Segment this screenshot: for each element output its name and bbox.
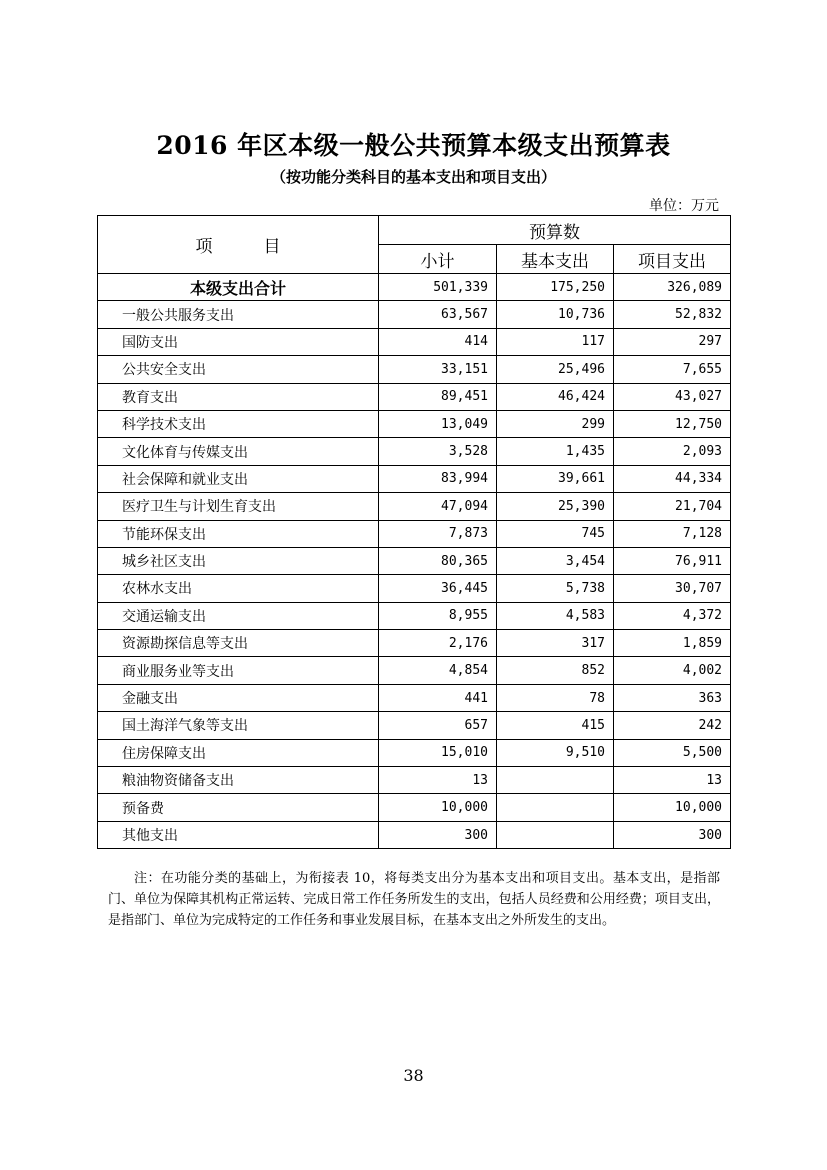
page-title: 2016 年区本级一般公共预算本级支出预算表	[156, 131, 671, 160]
row-name: 社会保障和就业支出	[98, 465, 379, 492]
row-basic: 415	[497, 712, 614, 739]
row-name: 医疗卫生与计划生育支出	[98, 493, 379, 520]
header-basic: 基本支出	[497, 245, 614, 274]
total-project: 326,089	[614, 274, 731, 301]
table-row	[98, 465, 731, 492]
row-name: 资源勘探信息等支出	[98, 630, 379, 657]
row-project: 363	[614, 684, 731, 711]
row-basic: 1,435	[497, 438, 614, 465]
row-basic: 78	[497, 684, 614, 711]
row-basic: 25,496	[497, 356, 614, 383]
budget-table	[97, 215, 731, 849]
row-basic: 117	[497, 328, 614, 355]
table-row	[98, 410, 731, 437]
row-subtotal: 441	[379, 684, 497, 711]
table-row	[98, 602, 731, 629]
row-name: 粮油物资储备支出	[98, 767, 379, 794]
table-row	[98, 684, 731, 711]
row-subtotal: 4,854	[379, 657, 497, 684]
page-number: 38	[403, 1066, 424, 1085]
row-project: 297	[614, 328, 731, 355]
row-basic: 3,454	[497, 547, 614, 574]
row-name: 城乡社区支出	[98, 547, 379, 574]
table-row	[98, 547, 731, 574]
row-basic: 25,390	[497, 493, 614, 520]
row-project: 1,859	[614, 630, 731, 657]
row-project: 52,832	[614, 301, 731, 328]
row-subtotal: 13	[379, 767, 497, 794]
total-subtotal: 501,339	[379, 274, 497, 301]
row-project: 242	[614, 712, 731, 739]
table-row	[98, 657, 731, 684]
row-subtotal: 3,528	[379, 438, 497, 465]
row-project: 4,372	[614, 602, 731, 629]
row-basic: 4,583	[497, 602, 614, 629]
row-project: 10,000	[614, 794, 731, 821]
row-subtotal: 47,094	[379, 493, 497, 520]
row-subtotal: 10,000	[379, 794, 497, 821]
table-row	[98, 794, 731, 821]
row-name: 公共安全支出	[98, 356, 379, 383]
row-name: 预备费	[98, 794, 379, 821]
row-name: 商业服务业等支出	[98, 657, 379, 684]
row-name: 文化体育与传媒支出	[98, 438, 379, 465]
row-basic: 317	[497, 630, 614, 657]
row-subtotal: 83,994	[379, 465, 497, 492]
table-row	[98, 301, 731, 328]
row-name: 住房保障支出	[98, 739, 379, 766]
table-row	[98, 520, 731, 547]
table-row	[98, 328, 731, 355]
row-basic: 299	[497, 410, 614, 437]
row-name: 其他支出	[98, 821, 379, 848]
row-subtotal: 2,176	[379, 630, 497, 657]
row-subtotal: 33,151	[379, 356, 497, 383]
row-basic: 852	[497, 657, 614, 684]
header-project: 项目支出	[614, 245, 731, 274]
table-row	[98, 767, 731, 794]
unit-label: 单位：万元	[649, 198, 719, 214]
row-subtotal: 8,955	[379, 602, 497, 629]
row-name: 交通运输支出	[98, 602, 379, 629]
page-subtitle: （按功能分类科目的基本支出和项目支出）	[270, 168, 556, 186]
row-project: 300	[614, 821, 731, 848]
row-subtotal: 15,010	[379, 739, 497, 766]
row-name: 金融支出	[98, 684, 379, 711]
table-row	[98, 383, 731, 410]
row-name: 教育支出	[98, 383, 379, 410]
footnote: 注：在功能分类的基础上，为衔接表 10，将每类支出分为基本支出和项目支出。基本支出，是指部门、单位为保障其机构正常运转、完成日常工作任务所发生的支出，包括人员经费和公用经费；项目支出，是指部门、单位为完成特定的工作任务和事业发展目标，在基本支出之外所发生的支出。	[108, 871, 720, 928]
row-project: 7,655	[614, 356, 731, 383]
row-project: 30,707	[614, 575, 731, 602]
row-project: 12,750	[614, 410, 731, 437]
row-project: 7,128	[614, 520, 731, 547]
row-basic: 39,661	[497, 465, 614, 492]
row-basic	[497, 794, 614, 821]
header-item: 项 目	[98, 216, 379, 274]
row-name: 节能环保支出	[98, 520, 379, 547]
row-basic: 5,738	[497, 575, 614, 602]
row-name: 国土海洋气象等支出	[98, 712, 379, 739]
table-row	[98, 493, 731, 520]
row-project: 43,027	[614, 383, 731, 410]
table-row	[98, 821, 731, 848]
table-row	[98, 438, 731, 465]
row-basic: 9,510	[497, 739, 614, 766]
table-row	[98, 356, 731, 383]
header-budget-group: 预算数	[379, 216, 731, 245]
row-subtotal: 300	[379, 821, 497, 848]
row-project: 44,334	[614, 465, 731, 492]
row-subtotal: 13,049	[379, 410, 497, 437]
row-subtotal: 80,365	[379, 547, 497, 574]
row-subtotal: 36,445	[379, 575, 497, 602]
total-label: 本级支出合计	[98, 274, 379, 301]
row-name: 国防支出	[98, 328, 379, 355]
row-project: 5,500	[614, 739, 731, 766]
row-subtotal: 414	[379, 328, 497, 355]
row-project: 13	[614, 767, 731, 794]
row-subtotal: 657	[379, 712, 497, 739]
table-row	[98, 575, 731, 602]
total-row	[98, 274, 731, 301]
table-row	[98, 739, 731, 766]
row-name: 一般公共服务支出	[98, 301, 379, 328]
total-basic: 175,250	[497, 274, 614, 301]
row-project: 4,002	[614, 657, 731, 684]
table-row	[98, 712, 731, 739]
row-subtotal: 89,451	[379, 383, 497, 410]
row-project: 21,704	[614, 493, 731, 520]
row-basic	[497, 821, 614, 848]
row-basic	[497, 767, 614, 794]
row-name: 科学技术支出	[98, 410, 379, 437]
row-subtotal: 63,567	[379, 301, 497, 328]
row-name: 农林水支出	[98, 575, 379, 602]
row-subtotal: 7,873	[379, 520, 497, 547]
row-basic: 745	[497, 520, 614, 547]
row-basic: 46,424	[497, 383, 614, 410]
row-basic: 10,736	[497, 301, 614, 328]
header-subtotal: 小计	[379, 245, 497, 274]
row-project: 2,093	[614, 438, 731, 465]
table-row	[98, 630, 731, 657]
row-project: 76,911	[614, 547, 731, 574]
